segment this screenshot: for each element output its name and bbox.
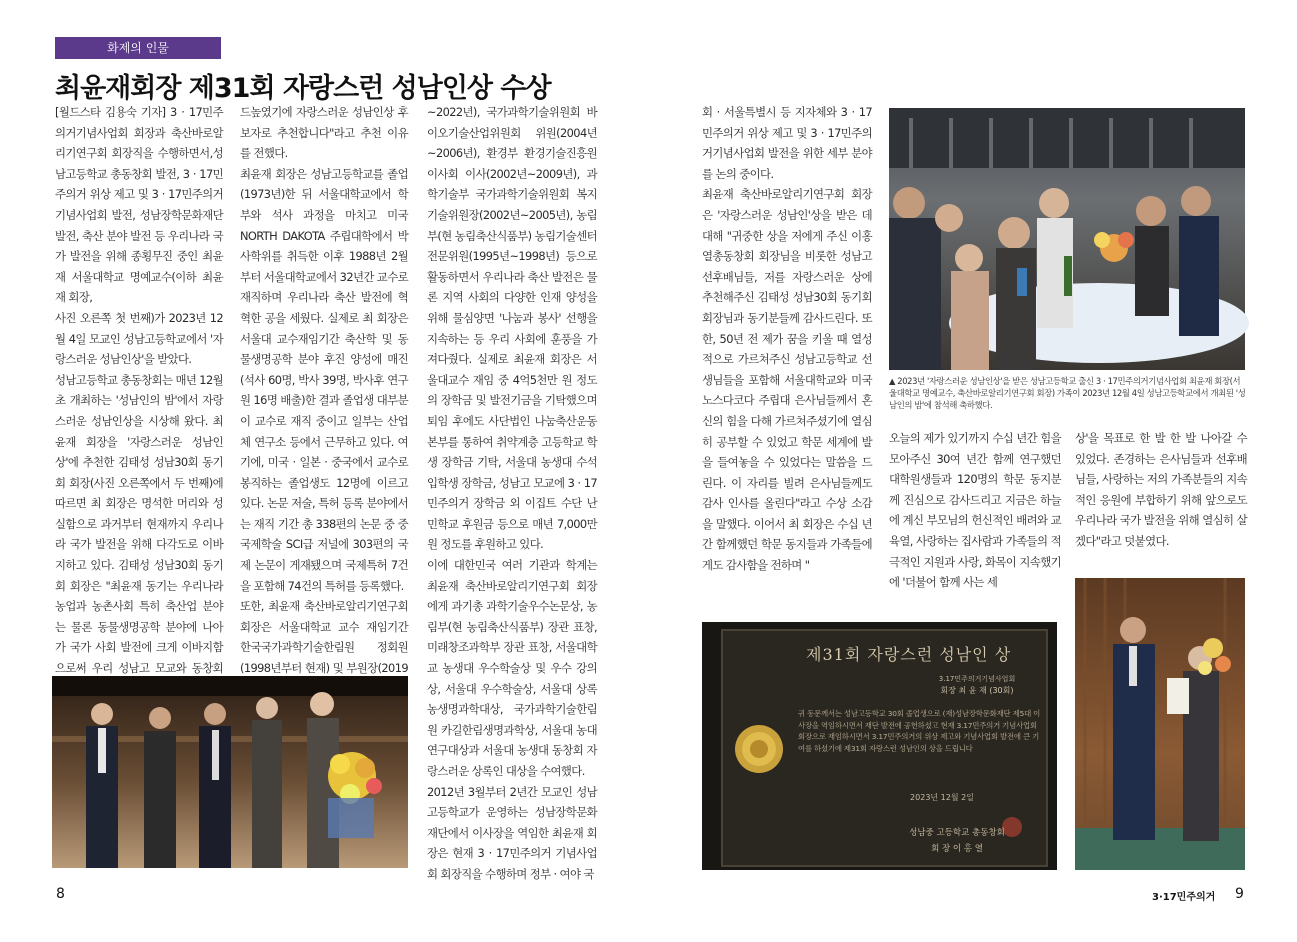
paragraph: 상'을 목표로 한 발 한 발 나아갈 수 있었다. 존경하는 은사님들과 선후배님들, 사랑하는 저의 가족분들의 지속적인 응원에 부합하기 위해 앞으로도 우리나라 국가 발전을 위해 열심히 살겠다"라고 덧붙였다. xyxy=(1075,431,1247,548)
article-column-4 xyxy=(702,102,872,600)
paragraph: [월드스타 김용숙 기자] 3 · 17민주의거기념사업회 회장과 축산바로알리기연구회 회장직을 수행하면서,성남고등학교 총동창회 발전, 3 · 17민주의거 위상 제고 및 3 · 17민주의거기념사업회 발전, 성남장학문화재단 발전, 축산 분야 발전 등 우리나라 국가 발전을 위해 종횡무진 중인 최윤재 서울대학교 명예교수(이하 최윤재 회장, xyxy=(55,105,223,305)
article-column-6 xyxy=(1075,428,1247,568)
plaque-title: 제31회 자랑스런 성남인 상 xyxy=(806,645,1012,664)
paragraph: 회 · 서울특별시 등 지자체와 3 · 17 민주의거 위상 제고 및 3 · 17민주의거기념사업회 발전을 위한 세부 분야를 논의 중이다. xyxy=(702,105,872,181)
paragraph: 최윤재 회장은 성남고등학교를 졸업(1973년)한 뒤 서울대학교에서 학부와 석사 과정을 마치고 미국 NORTH DAKOTA 주립대학에서 박사학위를 취득한 이후 1988년 2월부터 서울대학교에서 32년간 교수로 재직하며 우리나라 축산 발전에 혁혁한 공을 세웠다. 실제로 최 회장은 서울대 교수재임기간 축산학 및 동물생명공학 분야 후진 양성에 매진(석사 60명, 박사 39명, 박사후 연구원 16명 배출)한 결과 졸업생 대부분이 교수로 재직 중이고 일부는 산업체 연구소 등에서 근무하고 있다. 여기에, 미국 · 일본 · 중국에서 교수로 봉직하는 졸업생도 12명에 이르고 있다. 논문 저술, 특허 등록 분야에서는 재직 기간 총 338편의 논문 중 중 국제학술 SCI급 저널에 303편의 국제 논문이 게재됐으며 국제특허 7건을 포함해 74건의 특허를 등록했다. xyxy=(240,166,409,593)
award-presentation-photo xyxy=(1075,578,1245,870)
article-column-5 xyxy=(889,428,1061,618)
article-column-2 xyxy=(240,102,409,676)
plaque-org: 3.17민주의거기념사업회 xyxy=(938,675,1016,683)
article-column-1 xyxy=(55,102,224,676)
plaque-body: 귀 동문께서는 성남고등학교 30회 졸업생으로 (재)성남장학문화재단 제5대 이사장을 역임하시면서 재단 발전에 공헌하셨고 현재 3.17민주의거 기념사업회 회장으로 재임하시면서 3.17민주의거의 위상 제고와 기념사업회 발전에 큰 기여를 하셨기에 제31회 자랑스런 성남인의 상을 드립니다 xyxy=(798,709,1041,753)
plaque-issuer-head: 회 장 이 홍 열 xyxy=(931,844,983,854)
headline: 최윤재회장 제31회 자랑스런 성남인상 수상 xyxy=(55,73,551,104)
award-group-photo xyxy=(52,676,408,868)
page-number-right: 9 xyxy=(1235,886,1244,902)
paragraph: 성남고등학교 총동창회는 매년 12월 초 개최하는 '성남인의 밤'에서 자랑스러운 성남인상을 시상해 왔다. 최윤재 회장을 '자랑스러운 성남인상'에 추천한 김태성 성남30회 동기회 회장(사진 오른쪽에서 두 번째)에 따르면 최 회장은 명석한 머리와 성실함으로 과거부터 현재까지 우리나라 국가 발전을 위해 다각도로 이바지하고 있다. 김태성 성남30회 동기회 회장은 "최윤재 동기는 우리나라 농업과 농촌사회 특히 축산업 분야는 물론 동물생명공학 분야에 나아가 국가 사회 발전에 크게 이바지함으로써 우리 성남고 모교와 동창회 xyxy=(55,372,224,676)
page-number-left: 8 xyxy=(56,886,65,902)
section-tag: 화제의 인물 xyxy=(55,37,221,59)
article-column-3 xyxy=(427,102,597,881)
paragraph: 오늘의 제가 있기까지 수십 년간 힘을 모아주신 30여 년간 함께 연구했던 대학원생들과 120명의 학문 동지분께 진심으로 감사드리고 지금은 하늘에 계신 부모님의 헌신적인 배려와 교육열, 사랑하는 집사람과 가족들의 적극적인 지원과 사랑, 화목이 지속했기에 '더불어 함께 사는 세 xyxy=(889,431,1061,590)
paragraph: ~2022년), 국가과학기술위원회 바이오기술산업위원회 위원(2004년~2006년), 환경부 환경기술진흥원 이사회 이사(2002년~2009년), 과학기술부 국가과학기술위원회 복지기술위원장(2002년~2005년), 농림부(현 농림축산식품부) 농림기술센터 전문위원(1995년~1998년) 등으로 활동하면서 우리나라 축산 발전은 물론 지역 사회의 다양한 인재 양성을 위해 물심양면 '나눔과 봉사' 선행을 지속하는 등 우리 사회에 훈풍을 가져다줬다. 실제로 최윤재 회장은 서울대교수 재임 중 4억5천만 원 정도의 장학금 및 발전기금을 기탁했으며 퇴임 후에도 사단법인 나눔축산운동본부를 통하여 취약계층 고등학교 학생 장학금 기탁, 서울대 농생대 수석입학생 장학금, 성남고 모교에 3 · 17 민주의거 장학금 외 이집트 수단 난민학교 후원금 등으로 매년 7,000만 원 정도를 후원하고 있다. xyxy=(427,105,597,552)
photo-caption: ▲ 2023년 '자랑스러운 성남인상'을 받은 성남고등학교 출신 3 · 17민주의거기념사업회 최윤재 회장(서울대학교 명예교수, 축산바로알리기연구회 회장) 가족이 2023년 12월 4일 성남고등학교에서 개최된 '성남인의 밤'에 참석해 축하했다. xyxy=(889,376,1246,410)
plaque-date: 2023년 12월 2일 xyxy=(910,793,974,802)
paragraph: 드높였기에 자랑스러운 성남인상 후보자로 추천합니다"라고 추천 이유를 전했다. xyxy=(240,105,408,161)
plaque-issuer: 성남중 고등학교 총동창회 xyxy=(909,828,1005,838)
paragraph: 이에 대한민국 여러 기관과 학계는 최윤재 축산바로알리기연구회 회장에게 과기총 과학기술우수논문상, 농림부(현 농림축산식품부) 장관 표창, 미래창조과학부 장관 표창, 서울대학교 농생대 우수학술상 및 우수 강의상, 서울대 우수학술상, 서울대 상록 농생명과학대상, 국가과학기술한림원 카길한림생명과학상, 서울대 농대 연구대상과 서울대 농생대 동창회 자랑스러운 상록인 대상을 수여했다. xyxy=(427,558,597,778)
plaque-recipient: 회장 최 윤 재 (30회) xyxy=(940,686,1014,695)
paragraph: 또한, 최윤재 축산바로알리기연구회 회장은 서울대학교 교수 재임기간 한국국가과학기술한림원 정회원(1998년부터 현재) 및 부원장(2019 xyxy=(240,599,408,676)
magazine-name: 3·17민주의거 xyxy=(1152,892,1216,903)
award-plaque-photo xyxy=(702,622,1057,870)
paragraph: 2012년 3월부터 2년간 모교인 성남고등학교가 운영하는 성남장학문화재단에서 이사장을 역임한 최윤재 회장은 현재 3 · 17민주의거 기념사업회 회장직을 수행하며 정부 · 여야 국 xyxy=(427,784,597,881)
paragraph: 사진 오른쪽 첫 번째)가 2023년 12월 4일 모교인 성남고등학교에서 '자랑스러운 성남인상'을 받았다. xyxy=(55,310,223,367)
paragraph: 최윤재 축산바로알리기연구회 회장은 '자랑스러운 성남인'상을 받은 데 대해 "귀중한 상을 저에게 주신 이홍열총동창회 회장님을 비롯한 성남고 선후배님들, 저를 자랑스러운 상에 추천해주신 김태성 성남30회 동기회 회장님과 동기분들께 감사드린다. 또한, 50년 전 제가 꿈을 키울 때 열성적으로 가르쳐주신 성남고등학교 선생님들을 포함해 서울대학교와 미국 노스다코다 주립대 은사님들께서 혼신의 힘을 다해 가르쳐주셨기에 열심히 공부할 수 있었고 학문 세계에 발을 들여놓을 수 있었다는 말씀을 드린다. 이 자리를 빌려 은사님들께도 감사 인사를 올린다"라고 수상 소감을 말했다. 이어서 최 회장은 수십 년간 함께했던 학문 동지들과 가족들에게도 감사함을 전하며 " xyxy=(702,187,872,573)
family-table-photo xyxy=(889,108,1245,370)
